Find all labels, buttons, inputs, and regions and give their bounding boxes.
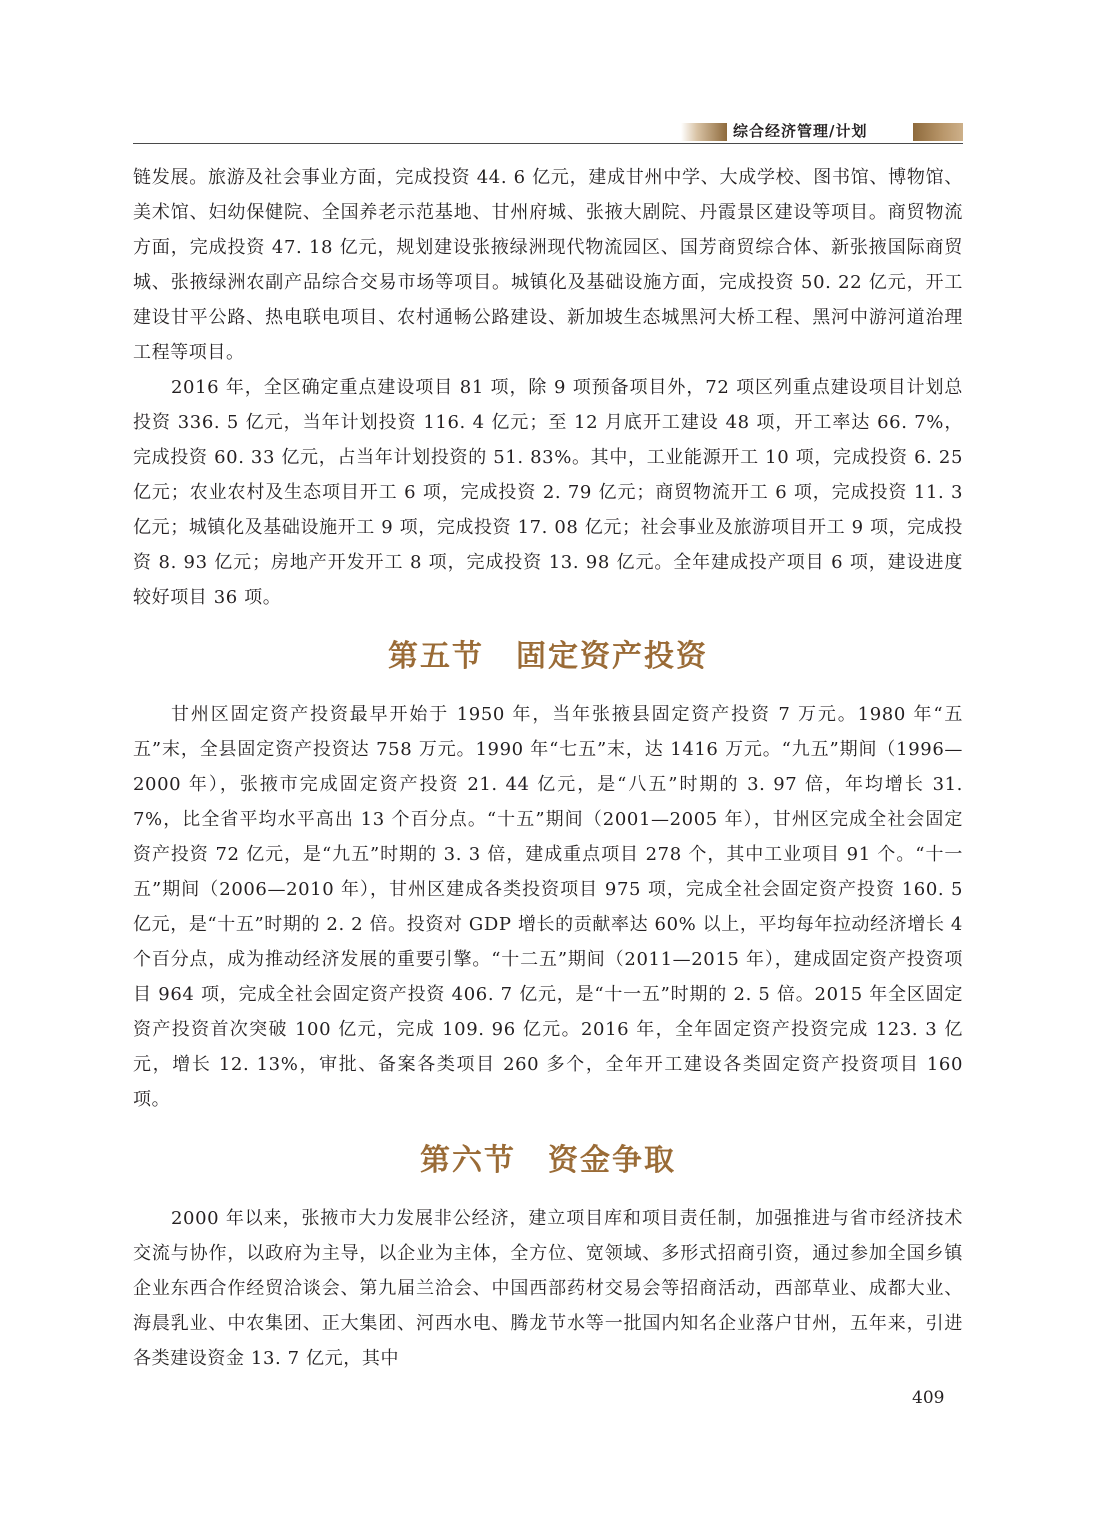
body-paragraph-fixed-asset-investment: 甘州区固定资产投资最早开始于 1950 年，当年张掖县固定资产投资 7 万元。1980 年“五五”末，全县固定资产投资达 758 万元。1990 年“七五”末，达 1416 万元。“九五”期间（1996—2000 年），张掖市完成固定资产投资 21. 44 亿元，是“八五”时期的 3. 97 倍，年均增长 31. 7%，比全省平均水平高出 13 个百分点。“十五”期间（2001—2005 年），甘州区完成全社会固定资产投资 72 亿元，是“九五”时期的 3. 3 倍，建成重点项目 278 个，其中工业项目 91 个。“十一五”期间（2006—2010 年），甘州区建成各类投资项目 975 项，完成全社会固定资产投资 160. 5 亿元，是“十五”时期的 2. 2 倍。投资对 GDP 增长的贡献率达 60% 以上，平均每年拉动经济增长 4 个百分点，成为推动经济发展的重要引擎。“十二五”期间（2011—2015 年），建成固定资产投资项目 964 项，完成全社会固定资产投资 406. 7 亿元，是“十一五”时期的 2. 5 倍。2015 年全区固定资产投资首次突破 100 亿元，完成 109. 96 亿元。2016 年，全年固定资产投资完成 123. 3 亿元，增长 12. 13%，审批、备案各类项目 260 多个，全年开工建设各类固定资产投资项目 160 项。 [133, 704, 963, 1110]
header-decor-bar-right [913, 123, 963, 141]
header-title: 综合经济管理/计划 [733, 122, 868, 140]
body-paragraph-fund-raising: 2000 年以来，张掖市大力发展非公经济，建立项目库和项目责任制，加强推进与省市经济技术交流与协作，以政府为主导，以企业为主体，全方位、宽领域、多形式招商引资，通过参加全国乡镇企业东西合作经贸洽谈会、第九届兰洽会、中国西部药材交易会等招商活动，西部草业、成都大业、海晨乳业、中农集团、正大集团、河西水电、腾龙节水等一批国内知名企业落户甘州，五年来，引进各类建设资金 13. 7 亿元，其中 [133, 1208, 963, 1369]
section-title-fund-raising: 第六节 资金争取 [420, 1143, 676, 1178]
header-rule [133, 143, 963, 144]
running-header [133, 120, 963, 144]
body-paragraph-continued: 链发展。旅游及社会事业方面，完成投资 44. 6 亿元，建成甘州中学、大成学校、图书馆、博物馆、美术馆、妇幼保健院、全国养老示范基地、甘州府城、张掖大剧院、丹霞景区建设等项目。商贸物流方面，完成投资 47. 18 亿元，规划建设张掖绿洲现代物流园区、国芳商贸综合体、新张掖国际商贸城、张掖绿洲农副产品综合交易市场等项目。城镇化及基础设施方面，完成投资 50. 22 亿元，开工建设甘平公路、热电联电项目、农村通畅公路建设、新加坡生态城黑河大桥工程、黑河中游河道治理工程等项目。 [133, 167, 963, 363]
page-body [133, 160, 963, 1376]
header-decor-bar-left [681, 123, 727, 141]
section-title-fixed-asset-investment: 第五节 固定资产投资 [388, 639, 708, 674]
page-number: 409 [912, 1388, 945, 1408]
body-paragraph-2016-projects: 2016 年，全区确定重点建设项目 81 项，除 9 项预备项目外，72 项区列重点建设项目计划总投资 336. 5 亿元，当年计划投资 116. 4 亿元；至 12 月底开工建设 48 项，开工率达 66. 7%，完成投资 60. 33 亿元，占当年计划投资的 51. 83%。其中，工业能源开工 10 项，完成投资 6. 25 亿元；农业农村及生态项目开工 6 项，完成投资 2. 79 亿元；商贸物流开工 6 项，完成投资 11. 3 亿元；城镇化及基础设施开工 9 项，完成投资 17. 08 亿元；社会事业及旅游项目开工 9 项，完成投资 8. 93 亿元；房地产开发开工 8 项，完成投资 13. 98 亿元。全年建成投产项目 6 项，建设进度较好项目 36 项。 [133, 377, 963, 608]
